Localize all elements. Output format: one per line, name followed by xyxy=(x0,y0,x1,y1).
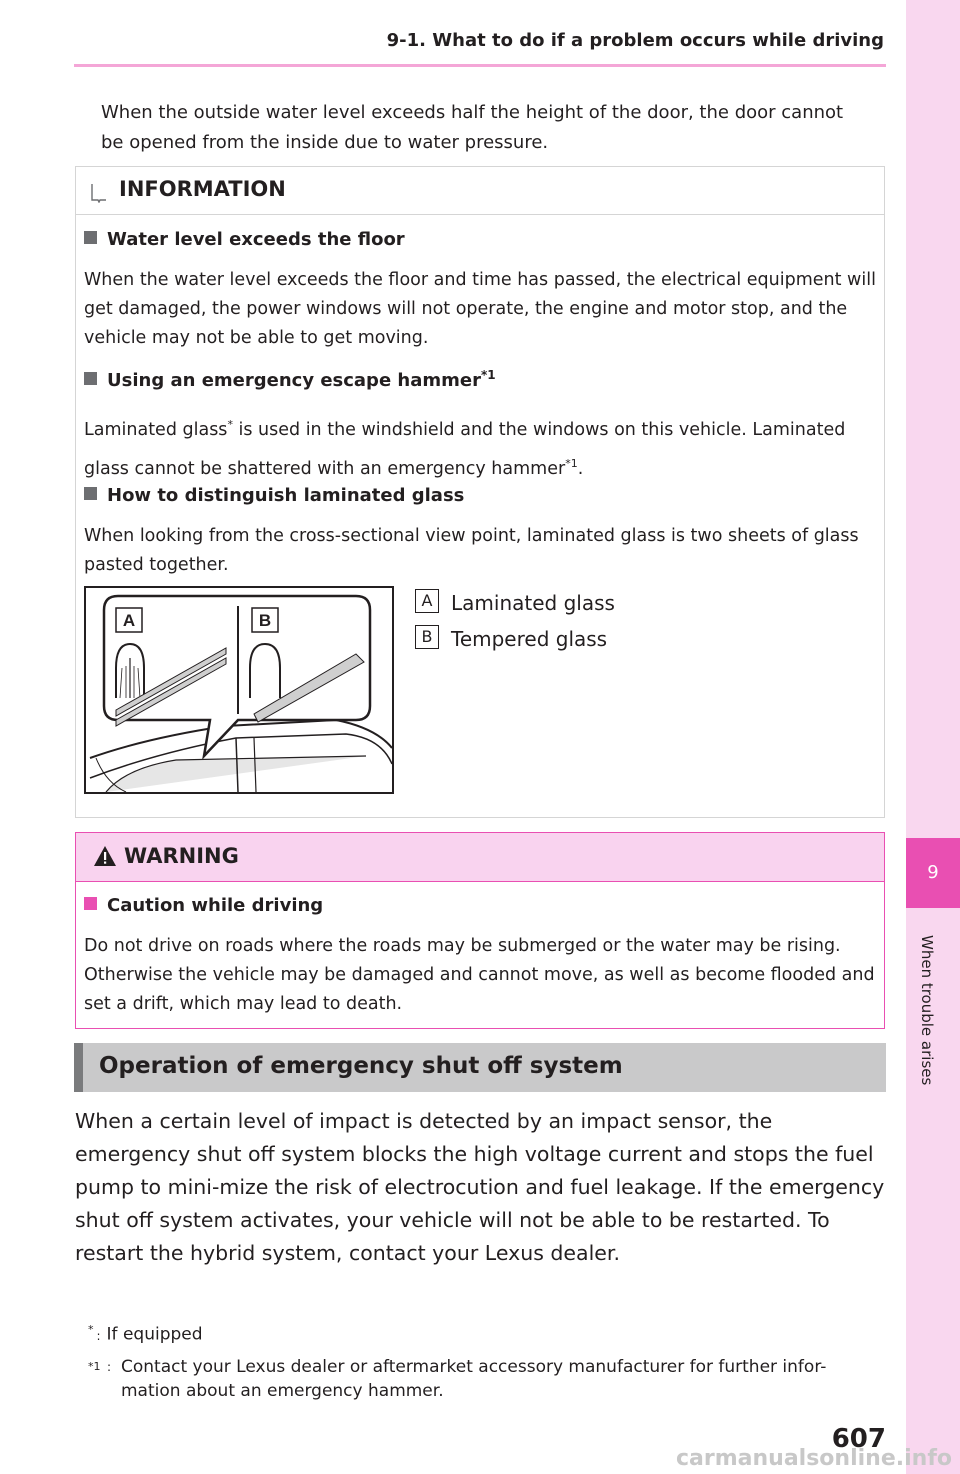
footnote-hammer-sep: : xyxy=(107,1360,112,1374)
warning-triangle-icon xyxy=(93,845,117,867)
section-body-paragraph: When a certain level of impact is detected by an impact sensor, the emergency shut off system blocks the high voltage current and stops the fuel pump to mini-mize the risk of electrocution and fuel leakage. If the emergency shut off system activates, your vehicle will not be able to be restarted. To restart the hybrid system, contact your Lexus dealer. xyxy=(75,1109,885,1265)
bullet-square-icon xyxy=(84,897,97,910)
legend-item-laminated: A Laminated glass xyxy=(415,589,615,615)
footnote-hammer-text: Contact your Lexus dealer or aftermarket accessory manufacturer for further infor-mation about an emergency hammer. xyxy=(121,1357,827,1401)
svg-text:A: A xyxy=(122,611,136,630)
section-heading-bar xyxy=(74,1043,886,1092)
warning-header xyxy=(76,833,884,882)
warning-subheading: Caution while driving xyxy=(84,895,323,916)
chapter-side-tab xyxy=(906,0,960,1474)
legend-key-a: A xyxy=(415,589,439,613)
info-text-hammer: Laminated glass* is used in the windshield and the windows on this vehicle. Laminated glass cannot be shattered with an emergency hammer$^{*1}$. xyxy=(84,418,846,479)
information-header xyxy=(76,167,884,215)
bullet-square-icon xyxy=(84,231,97,244)
bullet-square-icon xyxy=(84,487,97,500)
footnote-hammer-mark: *1 xyxy=(88,1360,101,1373)
info-text-distinguish: When looking from the cross-sectional view point, laminated glass is two sheets of glass pasted together. xyxy=(84,526,859,575)
header-rule xyxy=(74,64,886,67)
info-text-water-level: When the water level exceeds the floor and time has passed, the electrical equipment will get damaged, the power windows will not operate, the engine and motor stop, and the vehicle may not be able to get moving. xyxy=(84,270,876,348)
information-icon xyxy=(90,183,108,203)
info-subheading-water-level: Water level exceeds the floor xyxy=(84,229,405,250)
legend-key-b: B xyxy=(415,625,439,649)
section-heading: Operation of emergency shut off system xyxy=(99,1053,623,1079)
warning-text: Do not drive on roads where the roads may be submerged or the water may be rising. Otherwise the vehicle may be damaged and cannot move, as well as become flooded and set a drift, which may lead to death. xyxy=(84,936,875,1014)
footnote-equipped: * : If equipped xyxy=(88,1323,203,1345)
legend-item-tempered: B Tempered glass xyxy=(415,625,607,651)
chapter-label: When trouble arises xyxy=(918,935,936,1086)
warning-title: WARNING xyxy=(124,844,239,868)
intro-paragraph: When the outside water level exceeds half the height of the door, the door cannot be opened from the inside due to water pressure. xyxy=(101,102,844,153)
info-subheading-distinguish: How to distinguish laminated glass xyxy=(84,485,464,506)
chapter-label-wrap xyxy=(918,935,938,1115)
running-header: 9-1. What to do if a problem occurs while driving xyxy=(386,30,884,51)
bullet-square-icon xyxy=(84,372,97,385)
glass-cross-section-illustration xyxy=(84,586,394,794)
chapter-number: 9 xyxy=(927,862,939,883)
section-heading-edge xyxy=(74,1043,83,1092)
glass-diagram-svg xyxy=(86,588,392,792)
watermark: carmanualsonline.info xyxy=(676,1446,952,1471)
page-number: 607 xyxy=(831,1424,886,1454)
svg-text:B: B xyxy=(258,611,272,630)
information-title: INFORMATION xyxy=(119,177,286,201)
info-subheading-hammer: Using an emergency escape hammer$^{*1}$ xyxy=(84,368,496,391)
